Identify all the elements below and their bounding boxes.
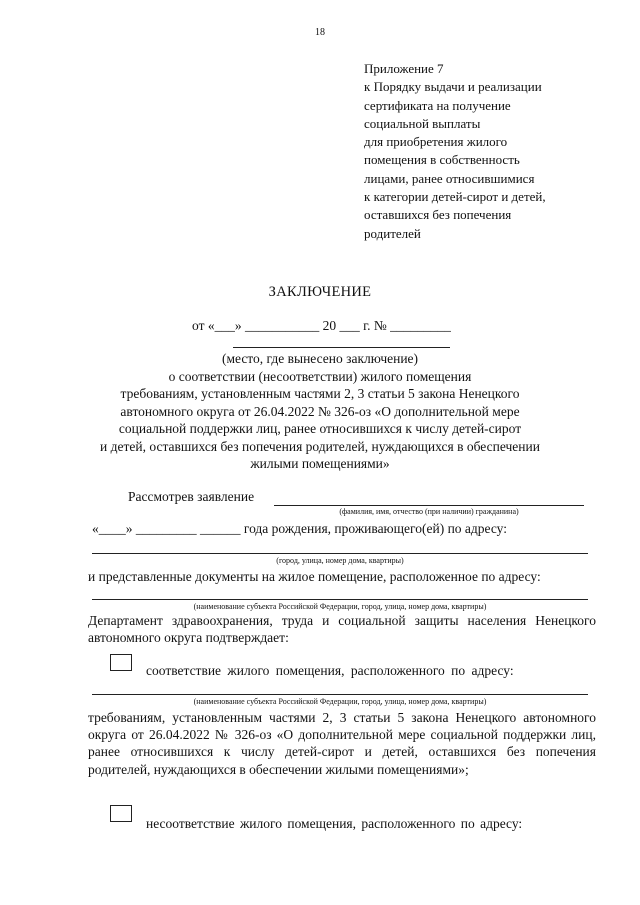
appendix-line: лицами, ранее относившимися (364, 170, 535, 186)
place-caption: (место, где вынесено заключение) (221, 351, 419, 366)
appendix-header (364, 60, 634, 243)
appendix-line: оставшихся без попечения (364, 207, 512, 223)
page-number: 18 (315, 27, 325, 38)
mismatch-label: несоответствие жилого помещения, расположенного по адресу: (146, 816, 523, 831)
appendix-line: к категории детей-сирот и детей, (364, 189, 546, 205)
statement-label: Рассмотрев заявление (128, 489, 255, 504)
address-caption: (город, улица, номер дома, квартиры) (276, 556, 404, 565)
subject-line: требованиям, установленным частями 2, 3 статьи 5 закона Ненецкого (120, 386, 520, 401)
fio-caption: (фамилия, имя, отчество (при наличии) гражданина) (339, 507, 519, 516)
documents-line: и представленные документы на жилое помещение, расположенное по адресу: (88, 569, 541, 584)
appendix-line: родителей (364, 225, 421, 241)
subject-caption: (наименование субъекта Российской Федерации, город, улица, номер дома, квартиры) (193, 602, 487, 611)
document-title: ЗАКЛЮЧЕНИЕ (268, 284, 372, 300)
place-underline (233, 347, 450, 348)
subject-line: социальной поддержки лиц, ранее относившихся к числу детей-сирот (118, 421, 522, 436)
appendix-line: помещения в собственность (364, 152, 520, 168)
appendix-line: к Порядку выдачи и реализации (364, 79, 542, 95)
subject-line: жилыми помещениями» (250, 456, 390, 471)
subject-line: о соответствии (несоответствии) жилого помещения (168, 368, 472, 384)
subject-underline (92, 599, 588, 600)
subject-block (60, 350, 580, 473)
appendix-line: Приложение 7 (364, 61, 444, 76)
appendix-line: для приобретения жилого (364, 134, 508, 150)
date-number-line: от «___» ___________ 20 ___ г. № _________ (192, 318, 451, 333)
match-address-underline (92, 694, 588, 695)
appendix-line: социальной выплаты (364, 115, 481, 131)
match-label: соответствие жилого помещения, расположенного по адресу: (146, 663, 514, 678)
match-paragraph: требованиям, установленным частями 2, 3 статьи 5 закона Ненецкого автономного округа от 26.04.2022 № 326-оз «О дополнительной мере социальной поддержки лиц, ранее относившихся к числу детей-сирот и детей, оставшихся без попечения родителей, нуждающихся в обеспечении жилыми помещениями»; (88, 710, 596, 777)
match-checkbox[interactable] (110, 654, 132, 671)
subject-line: автономного округа от 26.04.2022 № 326-оз «О дополнительной мере (120, 403, 520, 419)
department-paragraph: Департамент здравоохранения, труда и социальной защиты населения Ненецкого автономного округа подтверждает: (88, 613, 596, 646)
birth-line: «____» _________ ______ года рождения, проживающего(ей) по адресу: (92, 521, 507, 536)
match-caption: (наименование субъекта Российской Федерации, город, улица, номер дома, квартиры) (193, 697, 487, 706)
subject-line: и детей, оставшихся без попечения родителей, нуждающихся в обеспечении (100, 438, 540, 454)
appendix-line: сертификата на получение (364, 97, 511, 113)
mismatch-checkbox[interactable] (110, 805, 132, 822)
fio-underline (274, 505, 584, 506)
address-underline (92, 553, 588, 554)
